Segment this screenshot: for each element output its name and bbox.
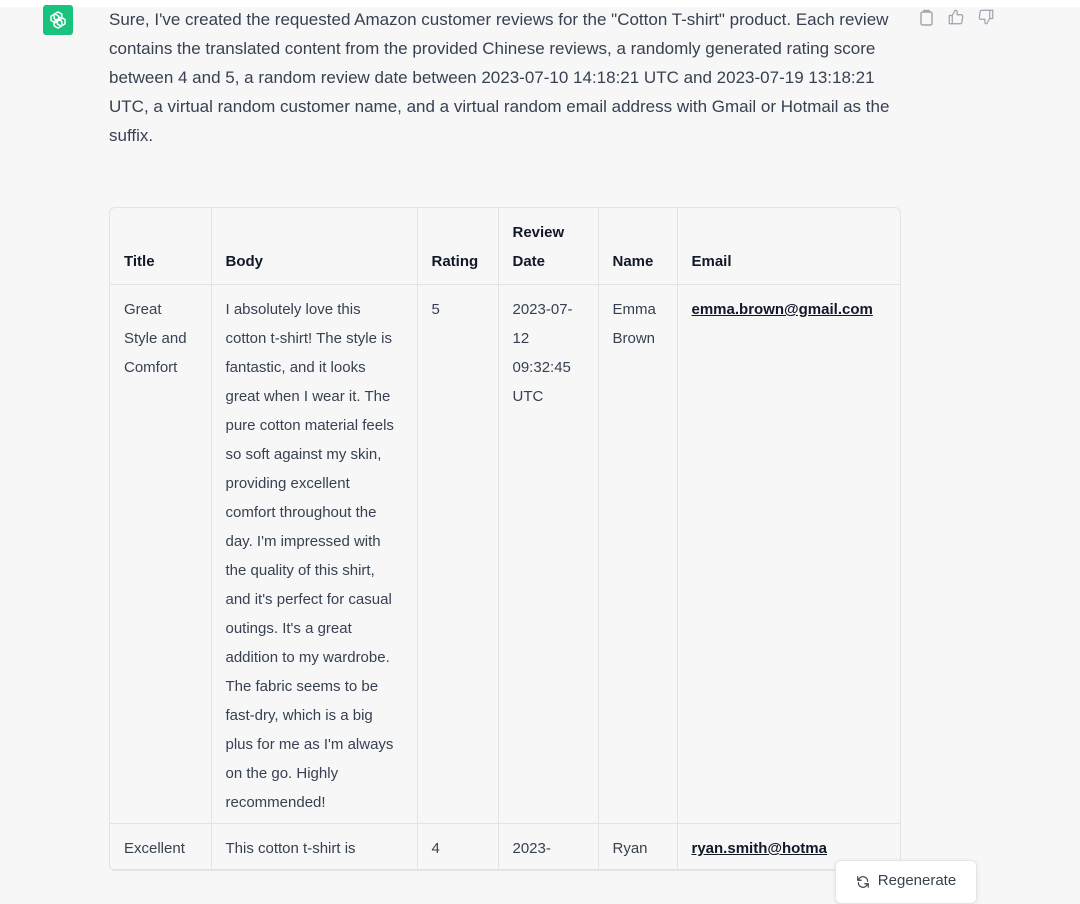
cell-body: This cotton t-shirt is: [211, 824, 417, 870]
column-header-title: Title: [110, 208, 211, 285]
openai-logo-icon: [47, 9, 69, 31]
table-header-row: [110, 208, 900, 285]
thumbs-down-icon[interactable]: [975, 6, 997, 28]
column-header-review-date: Review Date: [498, 208, 598, 285]
cell-name: Ryan: [598, 824, 677, 870]
cell-body: I absolutely love this cotton t-shirt! The style is fantastic, and it looks great when I wear it. The pure cotton material feels so soft against my skin, providing excellent comfort throughout the day. I'm impressed with the quality of this shirt, and it's perfect for casual outings. It's a great addition to my wardrobe. The fabric seems to be fast-dry, which is a big plus for me as I'm always on the go. Highly recommended!: [211, 285, 417, 824]
cell-email-link[interactable]: emma.brown@gmail.com: [677, 285, 900, 824]
cell-review-date: 2023-: [498, 824, 598, 870]
table-row: [110, 824, 900, 870]
assistant-message: Sure, I've created the requested Amazon customer reviews for the "Cotton T-shirt" product. Each review contains the translated content from the provided Chinese reviews, a randomly generated rating score between 4 and 5, a random review date between 2023-07-10 14:18:21 UTC and 2023-07-19 13:18:21 UTC, a virtual random customer name, and a virtual random email address with Gmail or Hotmail as the suffix.: [109, 10, 890, 145]
regenerate-button[interactable]: [835, 860, 977, 904]
cell-email-link[interactable]: ryan.smith@hotma: [677, 824, 900, 870]
cell-rating: 5: [417, 285, 498, 824]
cell-title: Excellent: [110, 824, 211, 870]
column-header-email: Email: [677, 208, 900, 285]
cell-title: Great Style and Comfort: [110, 285, 211, 824]
thumbs-up-icon[interactable]: [945, 6, 967, 28]
copy-icon[interactable]: [915, 6, 937, 28]
reviews-table: [109, 207, 901, 871]
column-header-rating: Rating: [417, 208, 498, 285]
regenerate-icon: [856, 875, 870, 889]
table-row: [110, 285, 900, 824]
regenerate-label: Regenerate: [877, 872, 957, 889]
message-actions: [915, 6, 997, 28]
column-header-body: Body: [211, 208, 417, 285]
cell-review-date: 2023-07-12 09:32:45 UTC: [498, 285, 598, 824]
cell-name: Emma Brown: [598, 285, 677, 824]
assistant-avatar: [43, 5, 73, 35]
cell-rating: 4: [417, 824, 498, 870]
column-header-name: Name: [598, 208, 677, 285]
